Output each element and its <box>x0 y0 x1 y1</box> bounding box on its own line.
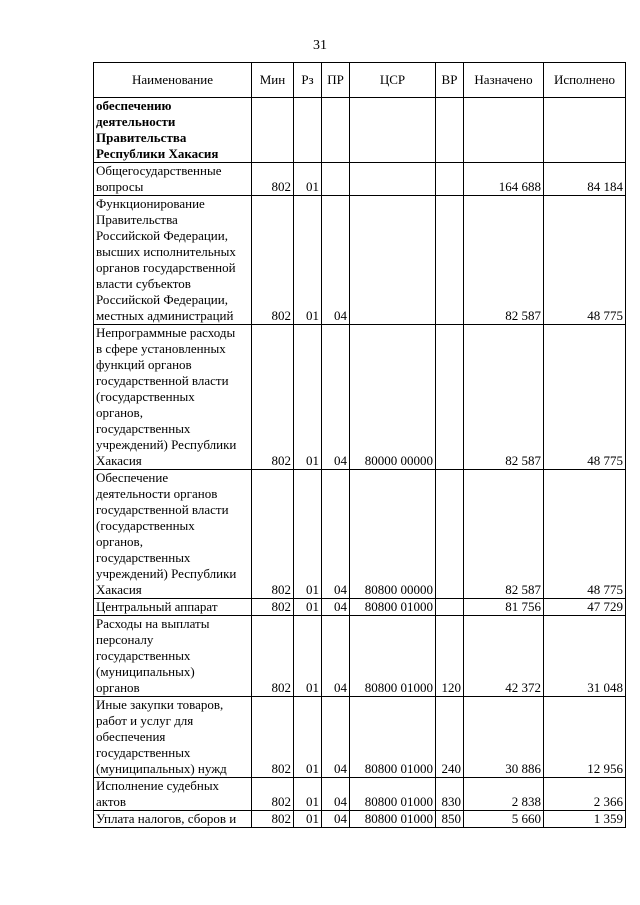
cell-min: 802 <box>252 599 294 616</box>
cell-vr <box>436 163 464 196</box>
cell-rz: 01 <box>294 697 322 778</box>
cell-executed: 84 184 <box>544 163 626 196</box>
cell-vr: 830 <box>436 778 464 811</box>
cell-vr <box>436 98 464 163</box>
table-row <box>94 778 626 811</box>
table-row <box>94 811 626 828</box>
cell-assigned: 42 372 <box>464 616 544 697</box>
cell-min: 802 <box>252 811 294 828</box>
cell-executed <box>544 98 626 163</box>
cell-vr: 850 <box>436 811 464 828</box>
page-number: 31 <box>313 38 327 53</box>
cell-name: Уплата налогов, сборов и <box>94 811 252 828</box>
table-row <box>94 196 626 325</box>
cell-assigned: 30 886 <box>464 697 544 778</box>
table-row <box>94 616 626 697</box>
cell-vr: 240 <box>436 697 464 778</box>
header-pr: ПР <box>322 63 350 98</box>
table-row <box>94 325 626 470</box>
cell-pr: 04 <box>322 811 350 828</box>
cell-name: Иные закупки товаров, работ и услуг для обеспечения государственных (муниципальных) нужд <box>94 697 252 778</box>
cell-name: обеспечению деятельности Правительства Республики Хакасия <box>94 98 252 163</box>
cell-csr: 80800 01000 <box>350 697 436 778</box>
cell-min: 802 <box>252 616 294 697</box>
header-executed: Исполнено <box>544 63 626 98</box>
table-row <box>94 98 626 163</box>
cell-csr: 80800 01000 <box>350 811 436 828</box>
cell-csr: 80000 00000 <box>350 325 436 470</box>
cell-executed: 48 775 <box>544 196 626 325</box>
cell-pr: 04 <box>322 616 350 697</box>
cell-csr: 80800 01000 <box>350 778 436 811</box>
cell-min: 802 <box>252 697 294 778</box>
cell-csr: 80800 01000 <box>350 599 436 616</box>
table-row <box>94 599 626 616</box>
cell-pr: 04 <box>322 470 350 599</box>
header-rz: Рз <box>294 63 322 98</box>
cell-name: Расходы на выплаты персоналу государственных (муниципальных) органов <box>94 616 252 697</box>
cell-assigned <box>464 98 544 163</box>
cell-rz: 01 <box>294 196 322 325</box>
cell-csr <box>350 163 436 196</box>
cell-pr: 04 <box>322 599 350 616</box>
cell-csr: 80800 01000 <box>350 616 436 697</box>
cell-rz: 01 <box>294 325 322 470</box>
cell-pr <box>322 163 350 196</box>
header-min: Мин <box>252 63 294 98</box>
cell-min: 802 <box>252 325 294 470</box>
cell-vr <box>436 599 464 616</box>
cell-executed: 48 775 <box>544 470 626 599</box>
cell-rz: 01 <box>294 811 322 828</box>
cell-min: 802 <box>252 470 294 599</box>
cell-min <box>252 98 294 163</box>
cell-vr: 120 <box>436 616 464 697</box>
cell-csr: 80800 00000 <box>350 470 436 599</box>
cell-executed: 47 729 <box>544 599 626 616</box>
cell-rz: 01 <box>294 616 322 697</box>
cell-assigned: 164 688 <box>464 163 544 196</box>
cell-vr <box>436 470 464 599</box>
cell-csr <box>350 98 436 163</box>
cell-vr <box>436 196 464 325</box>
cell-rz: 01 <box>294 599 322 616</box>
cell-assigned: 82 587 <box>464 325 544 470</box>
cell-executed: 2 366 <box>544 778 626 811</box>
table-row <box>94 470 626 599</box>
cell-executed: 1 359 <box>544 811 626 828</box>
cell-vr <box>436 325 464 470</box>
cell-name: Функционирование Правительства Российской Федерации, высших исполнительных органов государственной власти субъектов Российской Федерации, местных администраций <box>94 196 252 325</box>
header-assigned: Назначено <box>464 63 544 98</box>
header-csr: ЦСР <box>350 63 436 98</box>
table-row <box>94 697 626 778</box>
cell-pr: 04 <box>322 697 350 778</box>
cell-min: 802 <box>252 196 294 325</box>
cell-executed: 31 048 <box>544 616 626 697</box>
cell-min: 802 <box>252 163 294 196</box>
cell-rz: 01 <box>294 470 322 599</box>
table-header-row <box>94 63 626 98</box>
table-body <box>94 98 626 828</box>
cell-name: Обеспечение деятельности органов государственной власти (государственных органов, государственных учреждений) Республики Хакасия <box>94 470 252 599</box>
cell-assigned: 5 660 <box>464 811 544 828</box>
cell-pr <box>322 98 350 163</box>
cell-assigned: 2 838 <box>464 778 544 811</box>
cell-assigned: 81 756 <box>464 599 544 616</box>
cell-assigned: 82 587 <box>464 196 544 325</box>
cell-rz <box>294 98 322 163</box>
cell-assigned: 82 587 <box>464 470 544 599</box>
cell-csr <box>350 196 436 325</box>
header-vr: ВР <box>436 63 464 98</box>
cell-pr: 04 <box>322 196 350 325</box>
cell-rz: 01 <box>294 778 322 811</box>
cell-executed: 48 775 <box>544 325 626 470</box>
cell-name: Непрограммные расходы в сфере установленных функций органов государственной власти (государственных органов, государственных учреждений) Республики Хакасия <box>94 325 252 470</box>
cell-executed: 12 956 <box>544 697 626 778</box>
cell-name: Общегосударственные вопросы <box>94 163 252 196</box>
cell-name: Исполнение судебных актов <box>94 778 252 811</box>
cell-pr: 04 <box>322 325 350 470</box>
header-name: Наименование <box>94 63 252 98</box>
cell-rz: 01 <box>294 163 322 196</box>
cell-min: 802 <box>252 778 294 811</box>
budget-table <box>93 62 626 828</box>
cell-pr: 04 <box>322 778 350 811</box>
table-row <box>94 163 626 196</box>
cell-name: Центральный аппарат <box>94 599 252 616</box>
